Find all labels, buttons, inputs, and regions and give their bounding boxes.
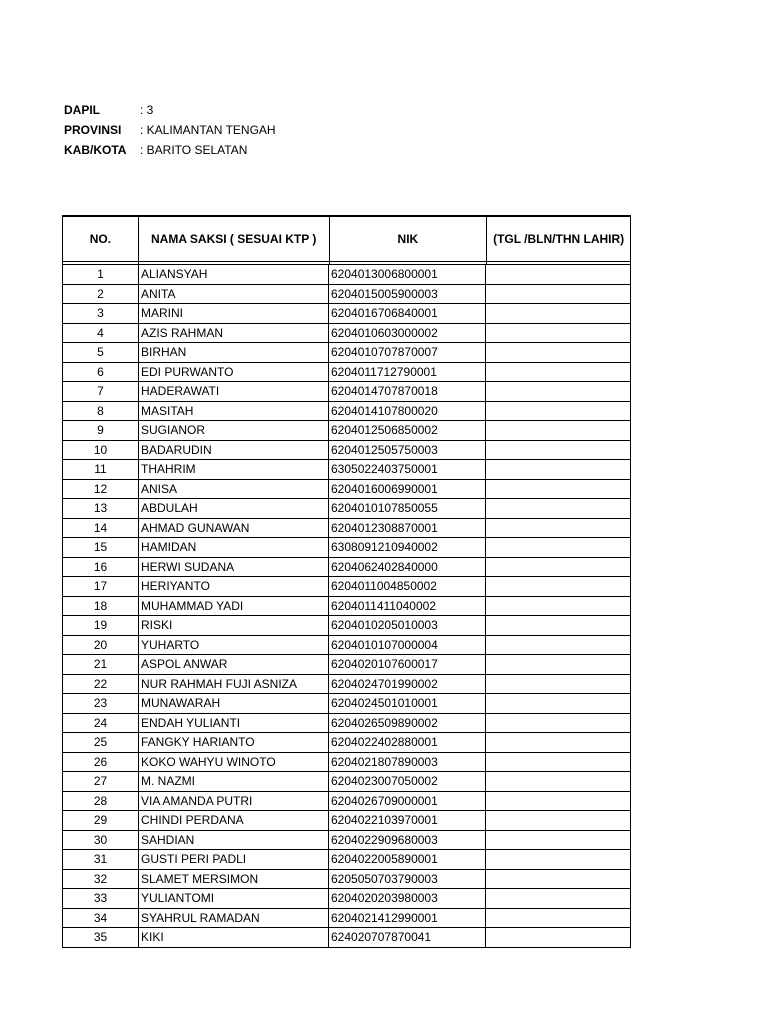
table-row: [63, 421, 630, 441]
table-row: [63, 538, 630, 558]
cell-no: 32: [63, 870, 139, 889]
cell-no: 4: [63, 324, 139, 343]
cell-nik: 6204022402880001: [329, 733, 486, 752]
cell-tgl: [486, 285, 629, 304]
cell-no: 24: [63, 714, 139, 733]
cell-nama: HAMIDAN: [139, 538, 329, 557]
cell-tgl: [486, 870, 629, 889]
cell-nik: 6204026709000001: [329, 792, 486, 811]
cell-no: 9: [63, 421, 139, 440]
cell-no: 35: [63, 928, 139, 947]
cell-nik: 6204012308870001: [329, 519, 486, 538]
cell-no: 28: [63, 792, 139, 811]
cell-nik: 6204020203980003: [329, 889, 486, 908]
cell-nama: KIKI: [139, 928, 329, 947]
cell-nik: 6204021807890003: [329, 753, 486, 772]
table-row: [63, 714, 630, 734]
cell-nik: 6204026509890002: [329, 714, 486, 733]
cell-nik: 6204013006800001: [329, 265, 486, 284]
cell-nama: AHMAD GUNAWAN: [139, 519, 329, 538]
table-row: [63, 870, 630, 890]
table-row: [63, 519, 630, 539]
cell-no: 3: [63, 304, 139, 323]
cell-nik: 6204015005900003: [329, 285, 486, 304]
table-row: [63, 597, 630, 617]
cell-nik: 6204024701990002: [329, 675, 486, 694]
cell-nik: 6204010707870007: [329, 343, 486, 362]
cell-no: 25: [63, 733, 139, 752]
cell-no: 15: [63, 538, 139, 557]
table-row: [63, 889, 630, 909]
cell-nik: 6204016006990001: [329, 480, 486, 499]
cell-tgl: [486, 363, 629, 382]
cell-tgl: [486, 304, 629, 323]
cell-no: 27: [63, 772, 139, 791]
cell-nama: AZIS RAHMAN: [139, 324, 329, 343]
cell-nama: ANISA: [139, 480, 329, 499]
cell-tgl: [486, 675, 629, 694]
cell-no: 33: [63, 889, 139, 908]
cell-no: 10: [63, 441, 139, 460]
cell-tgl: [486, 421, 629, 440]
cell-tgl: [486, 402, 629, 421]
cell-nik: 6204022909680003: [329, 831, 486, 850]
column-header-tgl: (TGL /BLN/THN LAHIR): [493, 232, 625, 246]
cell-nama: CHINDI PERDANA: [139, 811, 329, 830]
cell-tgl: [486, 753, 629, 772]
table-row: [63, 304, 630, 324]
cell-no: 30: [63, 831, 139, 850]
cell-tgl: [486, 558, 629, 577]
saksi-table: [62, 215, 631, 948]
cell-nama: ENDAH YULIANTI: [139, 714, 329, 733]
cell-nama: HERIYANTO: [139, 577, 329, 596]
cell-tgl: [486, 597, 629, 616]
table-row: [63, 733, 630, 753]
cell-nik: 6204010603000002: [329, 324, 486, 343]
cell-no: 7: [63, 382, 139, 401]
table-row: [63, 616, 630, 636]
cell-nik: 6204011712790001: [329, 363, 486, 382]
cell-no: 5: [63, 343, 139, 362]
cell-tgl: [486, 909, 629, 928]
table-body: [63, 265, 630, 948]
cell-nama: BIRHAN: [139, 343, 329, 362]
cell-nik: 6204022103970001: [329, 811, 486, 830]
cell-nama: ANITA: [139, 285, 329, 304]
cell-nik: 6204012505750003: [329, 441, 486, 460]
table-row: [63, 324, 630, 344]
cell-no: 14: [63, 519, 139, 538]
cell-tgl: [486, 499, 629, 518]
dapil-row: [64, 100, 276, 120]
cell-nik: 6204023007050002: [329, 772, 486, 791]
cell-nik: 6204021412990001: [329, 909, 486, 928]
cell-tgl: [486, 714, 629, 733]
cell-nik: 624020707870041: [329, 928, 486, 947]
table-row: [63, 343, 630, 363]
cell-no: 26: [63, 753, 139, 772]
cell-nik: 6204014707870018: [329, 382, 486, 401]
cell-no: 18: [63, 597, 139, 616]
cell-nik: 6204012506850002: [329, 421, 486, 440]
dapil-value: : 3: [140, 103, 154, 117]
cell-nik: 6305022403750001: [329, 460, 486, 479]
table-row: [63, 675, 630, 695]
cell-tgl: [486, 265, 629, 284]
cell-nama: BADARUDIN: [139, 441, 329, 460]
cell-no: 34: [63, 909, 139, 928]
dapil-label: DAPIL: [64, 103, 100, 117]
cell-tgl: [486, 324, 629, 343]
cell-tgl: [486, 382, 629, 401]
cell-no: 17: [63, 577, 139, 596]
cell-nama: MARINI: [139, 304, 329, 323]
cell-nik: 6204022005890001: [329, 850, 486, 869]
cell-nama: M. NAZMI: [139, 772, 329, 791]
cell-tgl: [486, 577, 629, 596]
cell-nama: MUNAWARAH: [139, 694, 329, 713]
cell-no: 6: [63, 363, 139, 382]
cell-nik: 6204014107800020: [329, 402, 486, 421]
cell-no: 20: [63, 636, 139, 655]
table-row: [63, 831, 630, 851]
table-row: [63, 753, 630, 773]
table-row: [63, 363, 630, 383]
table-header: [63, 217, 630, 262]
table-row: [63, 499, 630, 519]
table-row: [63, 577, 630, 597]
cell-nama: SUGIANOR: [139, 421, 329, 440]
cell-nama: THAHRIM: [139, 460, 329, 479]
cell-no: 1: [63, 265, 139, 284]
cell-nama: ABDULAH: [139, 499, 329, 518]
cell-tgl: [486, 441, 629, 460]
cell-no: 8: [63, 402, 139, 421]
kabkota-value: : BARITO SELATAN: [140, 143, 248, 157]
cell-nama: ALIANSYAH: [139, 265, 329, 284]
cell-tgl: [486, 343, 629, 362]
cell-nama: SAHDIAN: [139, 831, 329, 850]
cell-nama: HADERAWATI: [139, 382, 329, 401]
table-row: [63, 909, 630, 929]
table-row: [63, 382, 630, 402]
cell-no: 16: [63, 558, 139, 577]
table-row: [63, 792, 630, 812]
cell-nama: YULIANTOMI: [139, 889, 329, 908]
table-row: [63, 558, 630, 578]
cell-nama: SYAHRUL RAMADAN: [139, 909, 329, 928]
cell-nama: RISKI: [139, 616, 329, 635]
cell-nama: KOKO WAHYU WINOTO: [139, 753, 329, 772]
cell-tgl: [486, 538, 629, 557]
provinsi-value: : KALIMANTAN TENGAH: [140, 123, 276, 137]
cell-nama: EDI PURWANTO: [139, 363, 329, 382]
cell-nama: NUR RAHMAH FUJI ASNIZA: [139, 675, 329, 694]
table-row: [63, 441, 630, 461]
cell-nama: VIA AMANDA PUTRI: [139, 792, 329, 811]
cell-nik: 6204024501010001: [329, 694, 486, 713]
table-row: [63, 402, 630, 422]
cell-nik: 6204062402840000: [329, 558, 486, 577]
table-row: [63, 694, 630, 714]
cell-tgl: [486, 792, 629, 811]
cell-tgl: [486, 928, 629, 947]
table-row: [63, 460, 630, 480]
cell-no: 13: [63, 499, 139, 518]
cell-no: 23: [63, 694, 139, 713]
column-header-nik: NIK: [330, 217, 488, 261]
cell-nama: MUHAMMAD YADI: [139, 597, 329, 616]
cell-nama: GUSTI PERI PADLI: [139, 850, 329, 869]
cell-tgl: [486, 480, 629, 499]
table-row: [63, 265, 630, 285]
cell-tgl: [486, 460, 629, 479]
cell-nik: 6205050703790003: [329, 870, 486, 889]
cell-nama: FANGKY HARIANTO: [139, 733, 329, 752]
cell-nik: 6204010205010003: [329, 616, 486, 635]
table-row: [63, 850, 630, 870]
table-row: [63, 772, 630, 792]
cell-no: 12: [63, 480, 139, 499]
cell-tgl: [486, 519, 629, 538]
cell-no: 29: [63, 811, 139, 830]
cell-nama: SLAMET MERSIMON: [139, 870, 329, 889]
provinsi-row: [64, 120, 276, 140]
kabkota-label: KAB/KOTA: [64, 143, 127, 157]
cell-nik: 6204011004850002: [329, 577, 486, 596]
table-row: [63, 928, 630, 948]
cell-nama: ASPOL ANWAR: [139, 655, 329, 674]
cell-nama: MASITAH: [139, 402, 329, 421]
column-header-no: NO.: [63, 217, 139, 261]
cell-no: 19: [63, 616, 139, 635]
cell-no: 31: [63, 850, 139, 869]
column-header-nama: NAMA SAKSI ( SESUAI KTP ): [139, 217, 330, 261]
table-row: [63, 480, 630, 500]
cell-no: 2: [63, 285, 139, 304]
cell-nik: 6204010107850055: [329, 499, 486, 518]
cell-tgl: [486, 733, 629, 752]
cell-tgl: [486, 655, 629, 674]
kabkota-row: [64, 140, 276, 160]
table-row: [63, 636, 630, 656]
cell-no: 11: [63, 460, 139, 479]
cell-nik: 6308091210940002: [329, 538, 486, 557]
cell-tgl: [486, 831, 629, 850]
cell-tgl: [486, 889, 629, 908]
cell-tgl: [486, 616, 629, 635]
cell-tgl: [486, 636, 629, 655]
cell-tgl: [486, 772, 629, 791]
cell-nik: 6204016706840001: [329, 304, 486, 323]
cell-tgl: [486, 811, 629, 830]
provinsi-label: PROVINSI: [64, 123, 122, 137]
document-header: [64, 100, 276, 160]
cell-nama: HERWI SUDANA: [139, 558, 329, 577]
table-row: [63, 811, 630, 831]
cell-no: 22: [63, 675, 139, 694]
cell-nama: YUHARTO: [139, 636, 329, 655]
cell-no: 21: [63, 655, 139, 674]
table-row: [63, 285, 630, 305]
cell-nik: 6204010107000004: [329, 636, 486, 655]
cell-tgl: [486, 694, 629, 713]
cell-tgl: [486, 850, 629, 869]
cell-nik: 6204011411040002: [329, 597, 486, 616]
cell-nik: 6204020107600017: [329, 655, 486, 674]
table-row: [63, 655, 630, 675]
